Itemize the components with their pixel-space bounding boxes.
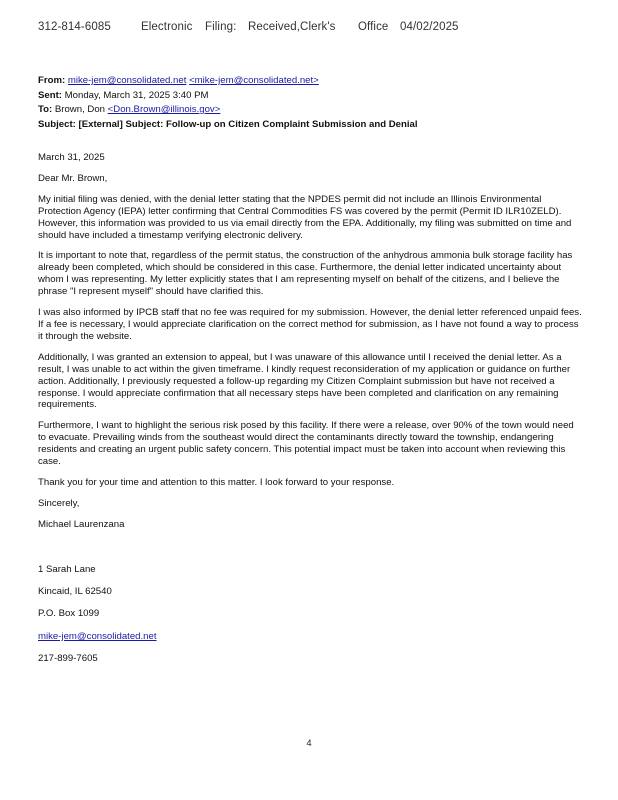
contact-phone: 217-899-7605 [38, 653, 98, 665]
to-name: Brown, Don [54, 104, 105, 115]
paragraph-risk: Furthermore, I want to highlight the serious risk posed by this facility. If there were a release, over 90% of the town would need to evacuate. Prevailing winds from the southeast would direct the contaminants directly toward the township, endangering residents and creating an urgent public safety concern. This potential impact must be taken into account when reviewing this case. [38, 420, 574, 468]
paragraph-extension: Additionally, I was granted an extension to appeal, but I was unaware of this allowance until I received the denial letter. As a result, I was unable to act within the given timeframe. I kindly request reconsideration of my application or guidance on further action. Additionally, I previously requested a follow-up regarding my Citizen Complaint submission but have not received a response. I would appreciate confirmation that all necessary steps have been completed and clarification on any remaining requirements. [38, 351, 571, 411]
sent-value: Monday, March 31, 2025 3:40 PM [64, 89, 209, 101]
from-bracket-email-link[interactable]: <mike-jem@consolidated.net> [189, 75, 319, 86]
signature-name: Michael Laurenzana [38, 518, 125, 530]
stamp-word-filing: Filing: [205, 21, 237, 33]
to-label: To: [38, 104, 53, 115]
stamp-phone: 312-814-6085 [38, 21, 111, 33]
stamp-word-received: Received,Clerk's [248, 21, 336, 33]
address-block [38, 564, 583, 666]
from-email-link[interactable]: mike-jem@consolidated.net [67, 75, 187, 86]
paragraph-thanks: Thank you for your time and attention to this matter. I look forward to your response. [38, 476, 395, 488]
sent-label: Sent: [38, 89, 62, 101]
address-po-box: P.O. Box 1099 [38, 608, 100, 620]
contact-email-link[interactable]: mike-jem@consolidated.net [38, 630, 157, 642]
letter-salutation: Dear Mr. Brown, [38, 172, 108, 184]
paragraph-permit: My initial filing was denied, with the denial letter stating that the NPDES permit did not include an Illinois Environmental Protection Agency (IEPA) letter confirming that Central Commodities FS was covered by the permit (Permit ID ILR10ZELD). However, this information was provided to us via email directly from the EPA. Additionally, my filing was submitted on time and should have included a timestamp verifying electronic delivery. [38, 193, 572, 241]
letter-body [38, 152, 583, 676]
subject-label: Subject: [38, 118, 76, 130]
subject-line [38, 118, 583, 133]
to-email-link[interactable]: <Don.Brown@illinois.gov> [107, 104, 221, 115]
filing-stamp [38, 21, 459, 33]
address-city: Kincaid, IL 62540 [38, 586, 112, 598]
stamp-word-electronic: Electronic [141, 21, 193, 33]
from-line [38, 74, 583, 89]
paragraph-construction: It is important to note that, regardless of the permit status, the construction of the anhydrous ammonia bulk storage facility has already been completed, which should be considered in this case. Furthermore, the denial letter indicated uncertainty about whom I was representing. My letter explicitly states that I am representing myself on behalf of the citizens, and I believe the phrase "I represent myself" should have clarified this. [38, 250, 573, 298]
address-street: 1 Sarah Lane [38, 563, 96, 575]
stamp-word-office: Office [358, 21, 389, 33]
letter-closing: Sincerely, [38, 497, 80, 509]
to-line [38, 103, 583, 118]
letter-date: March 31, 2025 [38, 152, 105, 163]
stamp-date: 04/02/2025 [400, 21, 459, 33]
paragraph-fees: I was also informed by IPCB staff that no fee was required for my submission. However, the denial letter referenced unpaid fees. If a fee is necessary, I would appreciate clarification on the correct method for submission, as I have not found a way to process it through the website. [38, 307, 582, 342]
from-label: From: [38, 75, 66, 86]
email-header [38, 74, 583, 132]
sent-line [38, 89, 583, 104]
subject-value: [External] Subject: Follow-up on Citizen Complaint Submission and Denial [78, 118, 418, 130]
page-number: 4 [306, 738, 312, 748]
